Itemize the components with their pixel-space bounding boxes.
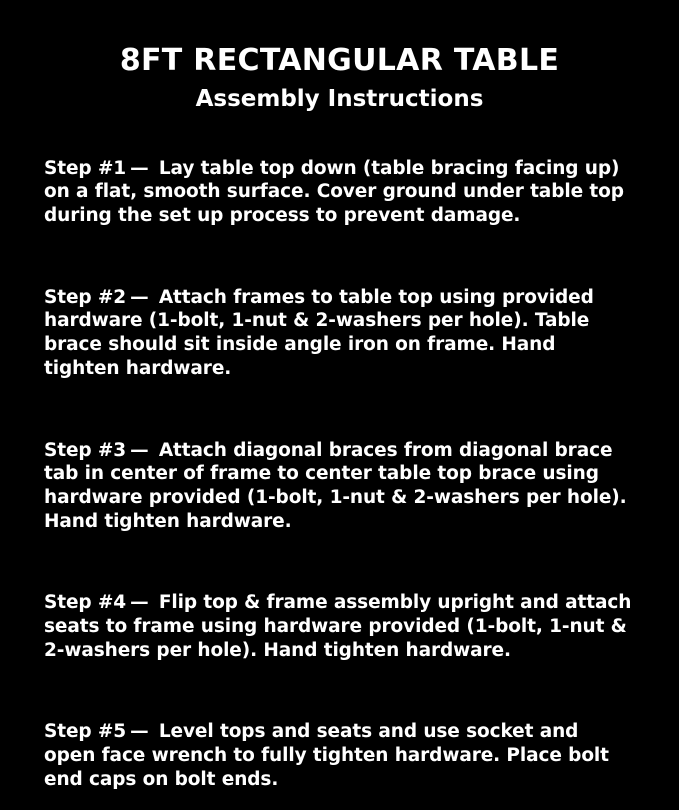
step-separator: — (130, 721, 149, 743)
step-separator: — (130, 439, 149, 461)
page-title: 8FT RECTANGULAR TABLE (119, 43, 560, 78)
page-subtitle: Assembly Instructions (195, 86, 484, 112)
list-item (44, 439, 635, 534)
step-text: Attach frames to table top using provided hardware (1-bolt, 1-nut & 2-washers per hole). Table brace should sit inside angle iron on frame. Hand tighten hardware. (44, 286, 594, 379)
list-item (44, 720, 635, 791)
step-label: Step #4 (44, 592, 127, 614)
step-separator: — (130, 592, 149, 614)
step-text: Lay table top down (table bracing facing up) on a flat, smooth surface. Cover ground under table top during the set up process to prevent damage. (44, 157, 624, 227)
list-item (44, 157, 635, 228)
step-label: Step #5 (44, 721, 127, 743)
steps-list (44, 138, 635, 809)
step-label: Step #2 (44, 286, 127, 308)
step-text: Level tops and seats and use socket and open face wrench to fully tighten hardware. Place bolt end caps on bolt ends. (44, 721, 609, 790)
step-label: Step #3 (44, 439, 127, 461)
step-label: Step #1 (44, 157, 127, 179)
step-separator: — (130, 286, 149, 308)
list-item (44, 286, 635, 381)
list-item (44, 591, 635, 662)
step-separator: — (130, 157, 149, 179)
step-text: Flip top & frame assembly upright and attach seats to frame using hardware provided (1-bolt, 1-nut & 2-washers per hole). Hand tighten hardware. (44, 592, 632, 661)
step-text: Attach diagonal braces from diagonal brace tab in center of frame to center table top brace using hardware provided (1-bolt, 1-nut & 2-washers per hole). Hand tighten hardware. (44, 439, 627, 532)
